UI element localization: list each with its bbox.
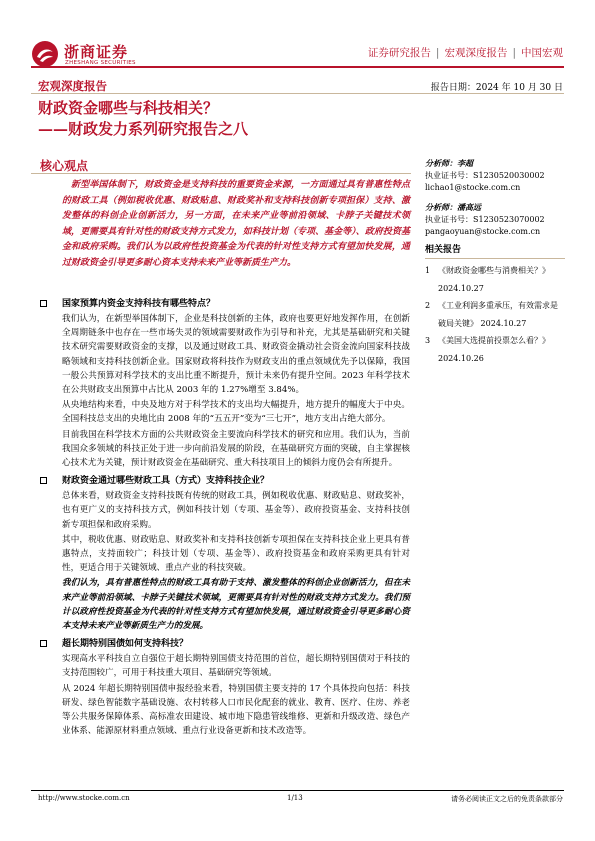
header-nav-item: 证券研究报告 <box>367 47 431 59</box>
analyst-cert-value: S1230520030002 <box>473 171 545 180</box>
body-paragraph: 我们认为，在新型举国体制下，企业是科技创新的主体，政府也要更好地发挥作用，在创新全周期链条中也存在一些市场失灵的领域需要财政作为引导和补充，尤其是基础研究和关键技术研究需要财政资金的支撑，以及通过财政工具、财政资金撬动社会资金流向国家科技战略领域和支持科技创新企业。国家财政将科技作为财政支出的重点领域优先予以保障，我国一般公共预算对科学技术的支出比重不断提升，预计未来仍有提升空间。2023 年科学技术在公共财政支出预算中占比从 2003 年的 1.27%增至 3.84%。 <box>62 314 410 396</box>
header-nav-item: 中国宏观 <box>521 47 563 59</box>
section-heading-text: 国家预算内资金支持科技有哪些特点？ <box>62 299 216 309</box>
related-report-number: 2 <box>425 301 431 310</box>
analyst-cert <box>425 214 565 226</box>
related-report-item[interactable] <box>425 297 565 332</box>
header-divider <box>31 66 564 68</box>
brand-name: 浙商证券 <box>64 43 129 61</box>
header-nav-item: 宏观深度报告 <box>444 47 508 59</box>
related-report-number: 1 <box>425 266 431 275</box>
section-heading-text: 超长期特别国债如何支持科技？ <box>62 639 189 650</box>
body-paragraph: 其中，税收优惠、财政贴息、财政奖补和支持科技创新专项担保在支持科技企业上更具有普惠特点，支持面较广；科技计划（专项、基金等）、政府投资基金和政府采购更具有针对性，更适合用于关键领域、重点产业的科技突破。 <box>62 534 410 574</box>
analyst-name <box>425 201 565 214</box>
section-heading <box>40 474 410 488</box>
analyst-cert-label: 执业证书号： <box>425 215 473 224</box>
section-heading <box>40 637 410 651</box>
analyst-email[interactable]: pangaoyuan@stocke.com.cn <box>425 227 541 236</box>
analyst-label: 分析师： <box>425 202 457 212</box>
core-view-heading: 核心观点 <box>40 159 89 173</box>
body-paragraph: 目前我国在科学技术方面的公共财政资金主要流向科学技术的研究和应用。我们认为，当前我国众多领域的科技正处于进一步向前沿发展的阶段，在基础研究方面的突破，自主掌握核心技术尤为关键，预计财政资金在基础研究、重大科技项目上的倾斜力度仍会有所提升。 <box>62 429 410 469</box>
analyst-cert <box>425 170 565 182</box>
related-report-date: 2024.10.27 <box>438 283 484 293</box>
analyst-name-value: 潘高远 <box>457 202 481 212</box>
core-view-divider <box>31 173 411 174</box>
section-heading-text: 财政资金通过哪些财政工具（方式）支持科技企业？ <box>62 476 270 487</box>
body-paragraph: 实现高水平科技自立自强位于超长期特别国债支持范围的首位，超长期特别国债对于科技的支持范围较广，可用于科技重大项目、基础研究等领域。 <box>62 654 410 679</box>
nav-separator: | <box>435 47 440 59</box>
brand-logo-icon <box>31 40 59 68</box>
title-divider <box>31 93 564 94</box>
page-title: 财政资金哪些与科技相关？ <box>38 99 219 117</box>
body-paragraph: 总体来看，财政资金支持科技既有传统的财政工具，例如税收优惠、财政贴息、财政奖补，也有更广义的支持科技方式，例如科技计划（专项、基金等）、政府投资基金、支持科技创新专项担保和政府采购。 <box>62 491 410 530</box>
related-report-date: 2024.10.26 <box>438 353 484 363</box>
related-reports-divider <box>425 258 565 259</box>
analyst-name-value: 李超 <box>457 158 473 168</box>
footer-divider <box>31 790 564 791</box>
analyst-email[interactable]: lichao1@stocke.com.cn <box>425 183 521 192</box>
analyst-label: 分析师： <box>425 158 457 168</box>
section-heading <box>40 297 410 311</box>
page-subtitle: ——财政发力系列研究报告之八 <box>38 120 249 138</box>
body-paragraph: 从央地结构来看，中央及地方对于科学技术的支出均大幅提升，地方提升的幅度大于中央。全国科技总支出的央地比由 2008 年的“五五开”变为“三七开”，地方支出占绝大部分。 <box>62 400 410 425</box>
header-nav <box>368 45 563 60</box>
checkbox-bullet-icon <box>40 477 47 484</box>
related-report-number: 3 <box>425 336 431 345</box>
report-date <box>431 80 563 93</box>
analyst-name <box>425 157 565 170</box>
body-paragraph-emphasis: 我们认为，具有普惠性特点的财政工具有助于支持、激发整体的科创企业创新活力，但在未来产业等前沿领域、卡脖子关键技术领域，更需要具有针对性的财政支持方式发力。我们预计以政府性投资基金为代表的针对性支持方式有望加快发展，通过财政资金引导更多耐心资本支持未来产业等新质生产力的发展。 <box>62 578 410 632</box>
analyst-cert-label: 执业证书号： <box>425 171 473 180</box>
body-paragraph: 从 2024 年超长期特别国债申报经验来看，特别国债主要支持的 17 个具体投向包括：科技研发、绿色智能数字基础设施、农村转移人口市民化配套的就业、教育、医疗、住房、养老等公共服务保障体系、高标准农田建设、城市地下隐患管线维修、更新和升级改造、绿色产业体系、能源原材料重点领域、重点行业设备更新和技术改造等。 <box>62 683 410 737</box>
related-reports-heading: 相关报告 <box>425 245 462 255</box>
nav-separator: | <box>512 47 516 59</box>
related-report-title: 《美国大选提前投票怎么看？》 <box>438 336 550 345</box>
report-date-value: 2024 年 10 月 30 日 <box>475 83 563 93</box>
spacer <box>425 194 565 201</box>
analyst-cert-value: S1230523070002 <box>473 215 545 224</box>
report-type: 宏观深度报告 <box>38 79 107 93</box>
brand-name-en: ZHESHANG SECURITIES <box>65 60 136 66</box>
page-number: 1/13 <box>287 794 303 802</box>
related-report-title: 《财政资金哪些与消费相关？》 <box>438 266 550 275</box>
main-body <box>40 293 410 738</box>
related-report-title: 《工业利润多重承压，有效需求是破局关键》 <box>438 301 558 328</box>
checkbox-bullet-icon <box>40 640 47 647</box>
footer-url[interactable]: http://www.stocke.com.cn <box>38 794 130 802</box>
related-report-date: 2024.10.27 <box>480 318 527 328</box>
related-report-item[interactable] <box>425 332 565 367</box>
related-report-item[interactable] <box>425 262 565 297</box>
core-view-text: 新型举国体制下，财政资金是支持科技的重要资金来源，一方面通过具有普惠性特点的财政工具（例如税收优惠、财政贴息、财政奖补和支持科技创新专项担保）支持、激发整体的科创企业创新活力，另一方面，在未来产业等前沿领域、卡脖子关键技术领域，更需要具有针对性的财政支持方式发力，如科技计划（专项、基金等）、政府投资基金和政府采购。我们认为以政府性投资基金为代表的针对性支持方式有望加快发展，通过财政资金引导更多耐心资本支持未来产业等新质生产力。 <box>62 180 410 268</box>
footer-disclaimer: 请务必阅读正文之后的免责条款部分 <box>451 795 563 803</box>
report-date-label: 报告日期： <box>430 83 476 93</box>
sidebar <box>425 157 565 367</box>
checkbox-bullet-icon <box>40 300 47 307</box>
